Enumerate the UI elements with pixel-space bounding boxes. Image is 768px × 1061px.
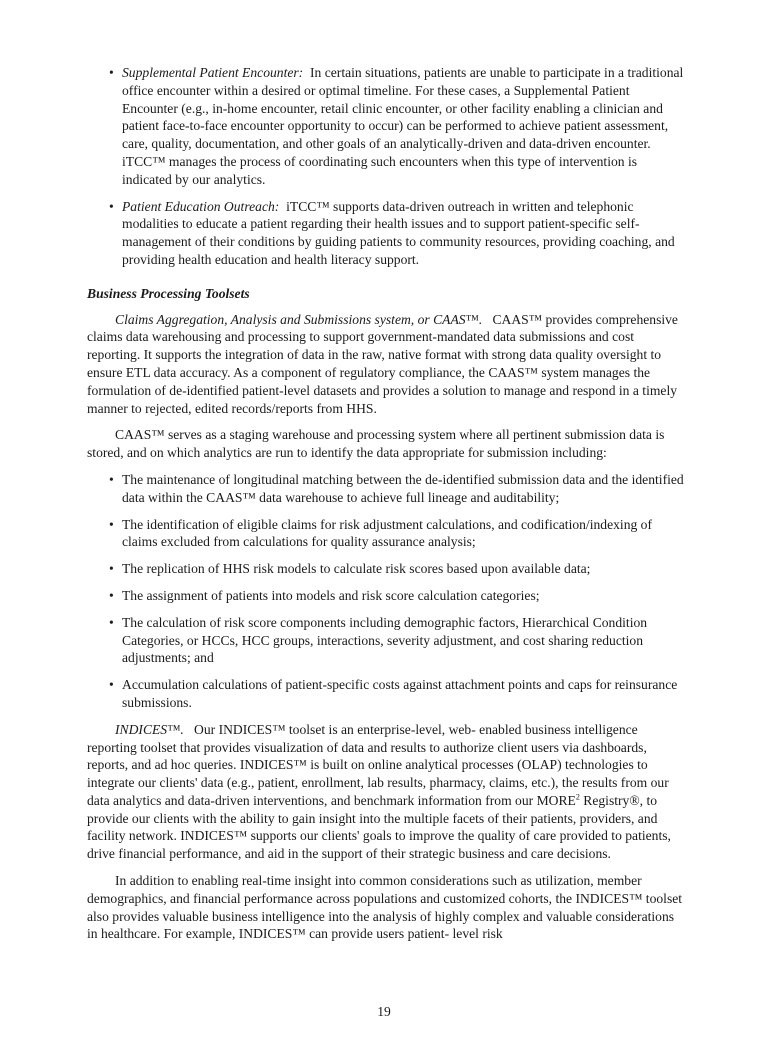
caas-paragraph <box>87 311 685 418</box>
list-item: • The assignment of patients into models and risk score calculation categories; <box>87 587 685 605</box>
paragraph-text: CAAS™ provides comprehensive claims data warehousing and processing to support government-mandated data submissions and cost reporting. It supports the integration of data in the raw, native format with strong data quality oversight to ensure ETL data accuracy. As a component of regulatory compliance, the CAAS™ system manages the formulation of de-identified patient-level datasets and provides a solution to manage and respond in a timely manner to rejected, edited records/reports from HHS. <box>87 311 678 416</box>
section-heading: Business Processing Toolsets <box>87 285 250 301</box>
list-item <box>87 64 685 189</box>
paragraph-text: Registry®, to provide our clients with the ability to gain insight into the multiple facets of their patients, providers, and facility network. INDICES™ supports our clients' goals to improve the quality of care provided to patients, drive financial performance, and aid in the support of their strategic business and care decisions. <box>87 792 671 862</box>
paragraph-text: Our INDICES™ toolset is an enterprise-level, web- enabled business intelligence reporting toolset that provides visualization of data and results to authorize client users via dashboards, reports, and ad hoc queries. INDICES™ is built on online analytical processes (OLAP) technologies to integrate our clients' data (e.g., patient, enrollment, lab results, pharmacy, claims, etc.), the results from our data analytics and data-driven interventions, and benchmark information from our MORE <box>87 721 669 808</box>
page-content <box>87 64 685 943</box>
list-item: • The maintenance of longitudinal matching between the de-identified submission data and the identified data within the CAAS™ data warehouse to achieve full lineage and auditability; <box>87 471 685 507</box>
final-paragraph: In addition to enabling real-time insight into common considerations such as utilization, member demographics, and financial performance across populations and customized cohorts, the INDICES™ toolset also provides valuable business intelligence into the analysis of highly complex and valuable considerations in healthcare. For example, INDICES™ can provide users patient- level risk <box>87 873 683 942</box>
bullet-text: iTCC™ supports data-driven outreach in written and telephonic modalities to educate a patient regarding their health issues and to support patient-specific self-management of their conditions by guiding patients to community resources, providing coaching, and providing health education and health literacy support. <box>122 198 675 267</box>
superscript: 2 <box>575 792 580 802</box>
list-item <box>87 198 685 269</box>
caas-bullet-list <box>87 471 685 712</box>
itcc-bullet-list <box>87 64 685 269</box>
caas-paragraph-2: CAAS™ serves as a staging warehouse and processing system where all pertinent submission data is stored, and on which analytics are run to identify the data appropriate for submission including: <box>87 427 665 461</box>
page-number: 19 <box>377 1004 391 1020</box>
bullet-lead: Supplemental Patient Encounter: <box>122 65 304 80</box>
paragraph-lead: Claims Aggregation, Analysis and Submissions system, or CAAS™. <box>115 311 483 327</box>
list-item: • The replication of HHS risk models to calculate risk scores based upon available data; <box>87 560 685 578</box>
bullet-lead: Patient Education Outreach: <box>122 198 280 214</box>
paragraph-lead: INDICES™. <box>115 721 184 737</box>
list-item: • The identification of eligible claims for risk adjustment calculations, and codification/indexing of claims excluded from calculations for quality assurance analysis; <box>87 516 685 552</box>
indices-paragraph <box>87 721 685 863</box>
list-item: • The calculation of risk score components including demographic factors, Hierarchical Condition Categories, or HCCs, HCC groups, interactions, severity adjustment, and cost sharing reduction adjustments; and <box>87 614 685 667</box>
bullet-text: In certain situations, patients are unable to participate in a traditional office encounter within a desired or optimal timeline. For these cases, a Supplemental Patient Encounter (e.g., in-home encounter, retail clinic encounter, or other facility enabling a clinician and patient face-to-face encounter opportunity to occur) can be performed to achieve patient assessment, care, quality, documentation, and other goals of an analytically-driven and data-driven encounter. iTCC™ manages the process of coordinating such encounters when this type of intervention is indicated by our analytics. <box>122 65 684 187</box>
list-item: • Accumulation calculations of patient-specific costs against attachment points and caps for reinsurance submissions. <box>87 676 685 712</box>
